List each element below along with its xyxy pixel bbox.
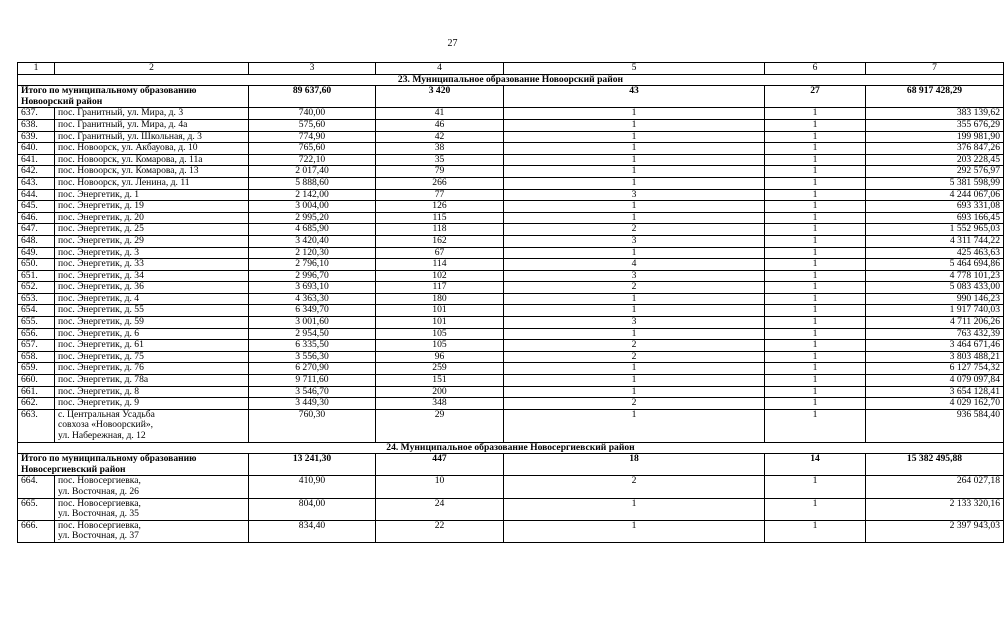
row-address: пос. Энергетик, д. 20	[55, 212, 249, 224]
row-area: 3 004,00	[249, 201, 376, 213]
row-number: 655.	[18, 317, 55, 329]
total-col5: 43	[504, 86, 765, 108]
row-people: 266	[376, 177, 504, 189]
address-line-1: пос. Новосергиевка,	[58, 497, 141, 509]
row-col6: 1	[765, 386, 866, 398]
row-col6: 1	[765, 498, 866, 520]
row-cost: 990 146,23	[866, 293, 1004, 305]
row-cost: 355 676,29	[866, 119, 1004, 131]
row-number: 657.	[18, 340, 55, 352]
row-col5: 1	[504, 154, 765, 166]
row-number: 666.	[18, 520, 55, 542]
row-col5: 1	[504, 177, 765, 189]
table-row	[18, 498, 1004, 520]
address-line-1: пос. Новосергиевка,	[58, 475, 141, 487]
row-col6: 1	[765, 131, 866, 143]
row-address: пос. Энергетик, д. 78а	[55, 375, 249, 387]
row-cost: 5 381 598,99	[866, 177, 1004, 189]
row-cost: 763 432,39	[866, 328, 1004, 340]
table-row	[18, 375, 1004, 387]
address-line-1: пос. Новосергиевка,	[58, 519, 141, 531]
row-number: 644.	[18, 189, 55, 201]
row-col6: 1	[765, 328, 866, 340]
table-row	[18, 189, 1004, 201]
row-area: 6 335,50	[249, 340, 376, 352]
row-address: пос. Энергетик, д. 9	[55, 398, 249, 410]
table-row	[18, 224, 1004, 236]
address-line-3: ул. Набережная, д. 12	[58, 430, 146, 441]
address-line-2: ул. Восточная, д. 37	[58, 530, 139, 542]
row-number: 661.	[18, 386, 55, 398]
table-row	[18, 166, 1004, 178]
row-col6: 1	[765, 235, 866, 247]
row-people: 200	[376, 386, 504, 398]
row-people: 115	[376, 212, 504, 224]
table-row	[18, 108, 1004, 120]
row-area: 2 996,70	[249, 270, 376, 282]
section-24-title: 24. Муниципальное образование Новосергиевский район	[18, 442, 1004, 454]
column-header-1: 1	[18, 63, 55, 75]
row-people: 126	[376, 201, 504, 213]
row-col5: 1	[504, 409, 765, 442]
total-people: 3 420	[376, 86, 504, 108]
row-col6: 1	[765, 398, 866, 410]
table-row	[18, 520, 1004, 542]
total-area: 89 637,60	[249, 86, 376, 108]
row-col5: 1	[504, 119, 765, 131]
row-people: 96	[376, 351, 504, 363]
row-col5: 1	[504, 212, 765, 224]
row-area: 774,90	[249, 131, 376, 143]
address-line-1: с. Центральная Усадьба	[58, 408, 155, 420]
row-area: 740,00	[249, 108, 376, 120]
row-number: 660.	[18, 375, 55, 387]
table-row	[18, 351, 1004, 363]
row-number: 662.	[18, 398, 55, 410]
row-col6: 1	[765, 259, 866, 271]
total-col5: 18	[504, 454, 765, 476]
row-col6: 1	[765, 143, 866, 155]
row-number: 665.	[18, 498, 55, 520]
table-row	[18, 328, 1004, 340]
row-col5: 1	[504, 498, 765, 520]
row-address: пос. Энергетик, д. 4	[55, 293, 249, 305]
row-area: 3 001,60	[249, 317, 376, 329]
row-address: пос. Энергетик, д. 1	[55, 189, 249, 201]
row-number: 656.	[18, 328, 55, 340]
row-number: 654.	[18, 305, 55, 317]
row-col5: 2	[504, 224, 765, 236]
row-number: 642.	[18, 166, 55, 178]
row-people: 67	[376, 247, 504, 259]
row-area: 2 995,20	[249, 212, 376, 224]
row-number: 659.	[18, 363, 55, 375]
row-address: пос. Гранитный, ул. Школьная, д. 3	[55, 131, 249, 143]
row-area: 3 420,40	[249, 235, 376, 247]
row-col6: 1	[765, 282, 866, 294]
row-address: пос. Энергетик, д. 25	[55, 224, 249, 236]
table-row	[18, 212, 1004, 224]
row-col6: 1	[765, 317, 866, 329]
row-people: 348	[376, 398, 504, 410]
row-address	[55, 498, 249, 520]
total-label-line-2: Новоорский район	[21, 95, 103, 107]
row-number: 645.	[18, 201, 55, 213]
row-area: 9 711,60	[249, 375, 376, 387]
row-number: 650.	[18, 259, 55, 271]
register-table-body	[18, 63, 1004, 543]
row-area: 3 546,70	[249, 386, 376, 398]
row-cost: 425 463,63	[866, 247, 1004, 259]
row-address: пос. Новоорск, ул. Ленина, д. 11	[55, 177, 249, 189]
row-number: 641.	[18, 154, 55, 166]
row-people: 10	[376, 476, 504, 498]
row-cost: 1 917 740,03	[866, 305, 1004, 317]
table-row	[18, 154, 1004, 166]
row-people: 151	[376, 375, 504, 387]
row-people: 29	[376, 409, 504, 442]
row-cost: 4 778 101,23	[866, 270, 1004, 282]
row-number: 639.	[18, 131, 55, 143]
row-number: 646.	[18, 212, 55, 224]
total-label-line-1: Итого по муниципальному образованию	[21, 453, 197, 465]
row-people: 42	[376, 131, 504, 143]
row-col6: 1	[765, 520, 866, 542]
row-address: пос. Энергетик, д. 19	[55, 201, 249, 213]
row-cost: 264 027,18	[866, 476, 1004, 498]
row-people: 114	[376, 259, 504, 271]
row-address: пос. Энергетик, д. 61	[55, 340, 249, 352]
row-col6: 1	[765, 363, 866, 375]
row-address: пос. Энергетик, д. 75	[55, 351, 249, 363]
row-area: 3 693,10	[249, 282, 376, 294]
row-number: 663.	[18, 409, 55, 442]
row-area: 410,90	[249, 476, 376, 498]
table-row	[18, 259, 1004, 271]
row-col6: 1	[765, 375, 866, 387]
row-address	[55, 476, 249, 498]
row-address: пос. Энергетик, д. 33	[55, 259, 249, 271]
row-cost: 3 654 128,41	[866, 386, 1004, 398]
total-people: 447	[376, 454, 504, 476]
table-row	[18, 386, 1004, 398]
total-cost: 68 917 428,29	[866, 86, 1004, 108]
row-cost: 4 244 067,06	[866, 189, 1004, 201]
row-col5: 1	[504, 305, 765, 317]
row-people: 259	[376, 363, 504, 375]
table-row	[18, 398, 1004, 410]
row-number: 643.	[18, 177, 55, 189]
row-cost: 4 029 162,70	[866, 398, 1004, 410]
table-row	[18, 340, 1004, 352]
row-col6: 1	[765, 189, 866, 201]
table-row	[18, 143, 1004, 155]
section-24-total-label	[18, 454, 249, 476]
row-people: 180	[376, 293, 504, 305]
row-col6: 1	[765, 270, 866, 282]
row-col5: 1	[504, 131, 765, 143]
row-address: пос. Гранитный, ул. Мира, д. 4а	[55, 119, 249, 131]
column-header-6: 6	[765, 63, 866, 75]
row-people: 102	[376, 270, 504, 282]
row-cost: 383 139,62	[866, 108, 1004, 120]
row-col6: 1	[765, 177, 866, 189]
row-address: пос. Энергетик, д. 59	[55, 317, 249, 329]
table-row	[18, 131, 1004, 143]
row-address: пос. Новоорск, ул. Акбауова, д. 10	[55, 143, 249, 155]
row-col5: 1	[504, 386, 765, 398]
row-cost: 936 584,40	[866, 409, 1004, 442]
row-col6: 1	[765, 166, 866, 178]
row-people: 35	[376, 154, 504, 166]
row-people: 46	[376, 119, 504, 131]
row-address: пос. Энергетик, д. 8	[55, 386, 249, 398]
row-col5: 4	[504, 259, 765, 271]
row-cost: 6 127 754,32	[866, 363, 1004, 375]
row-area: 4 685,90	[249, 224, 376, 236]
row-col6: 1	[765, 351, 866, 363]
row-col6: 1	[765, 409, 866, 442]
row-area: 5 888,60	[249, 177, 376, 189]
table-row	[18, 235, 1004, 247]
row-col6: 1	[765, 212, 866, 224]
row-people: 22	[376, 520, 504, 542]
row-col5: 1	[504, 375, 765, 387]
row-area: 3 449,30	[249, 398, 376, 410]
address-line-2: ул. Восточная, д. 26	[58, 485, 139, 497]
row-area: 2 954,50	[249, 328, 376, 340]
row-cost: 199 981,90	[866, 131, 1004, 143]
row-col6: 1	[765, 305, 866, 317]
row-address: пос. Энергетик, д. 34	[55, 270, 249, 282]
row-address: пос. Энергетик, д. 6	[55, 328, 249, 340]
row-col5: 1	[504, 363, 765, 375]
row-cost: 2 133 320,16	[866, 498, 1004, 520]
column-header-3: 3	[249, 63, 376, 75]
row-people: 118	[376, 224, 504, 236]
row-cost: 3 464 671,46	[866, 340, 1004, 352]
row-area: 834,40	[249, 520, 376, 542]
row-cost: 1 552 965,03	[866, 224, 1004, 236]
row-address	[55, 520, 249, 542]
row-people: 117	[376, 282, 504, 294]
row-address: пос. Энергетик, д. 36	[55, 282, 249, 294]
row-number: 652.	[18, 282, 55, 294]
table-row	[18, 201, 1004, 213]
section-23-heading-row	[18, 74, 1004, 86]
row-address	[55, 409, 249, 442]
row-cost: 693 166,45	[866, 212, 1004, 224]
table-row	[18, 270, 1004, 282]
row-area: 2 796,10	[249, 259, 376, 271]
row-people: 41	[376, 108, 504, 120]
row-area: 2 120,30	[249, 247, 376, 259]
table-row	[18, 409, 1004, 442]
column-header-2: 2	[55, 63, 249, 75]
row-people: 79	[376, 166, 504, 178]
table-row	[18, 363, 1004, 375]
total-area: 13 241,30	[249, 454, 376, 476]
row-number: 648.	[18, 235, 55, 247]
column-header-7: 7	[866, 63, 1004, 75]
row-area: 760,30	[249, 409, 376, 442]
row-area: 4 363,30	[249, 293, 376, 305]
row-number: 658.	[18, 351, 55, 363]
row-col6: 1	[765, 108, 866, 120]
row-address: пос. Гранитный, ул. Мира, д. 3	[55, 108, 249, 120]
row-cost: 693 331,08	[866, 201, 1004, 213]
register-table	[17, 62, 1004, 543]
row-col5: 1	[504, 201, 765, 213]
row-people: 105	[376, 340, 504, 352]
row-cost: 3 803 488,21	[866, 351, 1004, 363]
row-cost: 4 711 206,26	[866, 317, 1004, 329]
row-col5: 3	[504, 189, 765, 201]
column-header-4: 4	[376, 63, 504, 75]
row-col6: 1	[765, 247, 866, 259]
row-address: пос. Новоорск, ул. Комарова, д. 11а	[55, 154, 249, 166]
row-col5: 2	[504, 476, 765, 498]
page-number: 27	[447, 38, 458, 49]
total-label-line-2: Новосергиевский район	[21, 463, 126, 475]
row-number: 664.	[18, 476, 55, 498]
row-col6: 1	[765, 201, 866, 213]
table-row	[18, 247, 1004, 259]
total-col6: 14	[765, 454, 866, 476]
row-area: 765,60	[249, 143, 376, 155]
table-row	[18, 476, 1004, 498]
row-people: 24	[376, 498, 504, 520]
row-people: 101	[376, 305, 504, 317]
row-address: пос. Энергетик, д. 55	[55, 305, 249, 317]
row-number: 637.	[18, 108, 55, 120]
row-address: пос. Энергетик, д. 76	[55, 363, 249, 375]
row-area: 6 270,90	[249, 363, 376, 375]
row-number: 649.	[18, 247, 55, 259]
row-number: 653.	[18, 293, 55, 305]
total-col6: 27	[765, 86, 866, 108]
row-col6: 1	[765, 476, 866, 498]
row-number: 640.	[18, 143, 55, 155]
row-number: 638.	[18, 119, 55, 131]
row-people: 162	[376, 235, 504, 247]
row-cost: 5 083 433,00	[866, 282, 1004, 294]
section-23-title: 23. Муниципальное образование Новоорский район	[18, 74, 1004, 86]
row-col5: 1	[504, 166, 765, 178]
column-header-5: 5	[504, 63, 765, 75]
row-cost: 5 464 694,86	[866, 259, 1004, 271]
table-row	[18, 282, 1004, 294]
row-area: 804,00	[249, 498, 376, 520]
row-people: 101	[376, 317, 504, 329]
row-cost: 203 228,45	[866, 154, 1004, 166]
column-number-row	[18, 63, 1004, 75]
table-row	[18, 305, 1004, 317]
row-col5: 1	[504, 520, 765, 542]
row-area: 2 142,00	[249, 189, 376, 201]
row-people: 77	[376, 189, 504, 201]
row-number: 651.	[18, 270, 55, 282]
row-col6: 1	[765, 154, 866, 166]
row-col6: 1	[765, 224, 866, 236]
row-col5: 2	[504, 351, 765, 363]
row-col6: 1	[765, 119, 866, 131]
section-23-total-label	[18, 86, 249, 108]
section-23-total-row	[18, 86, 1004, 108]
row-area: 575,60	[249, 119, 376, 131]
row-address: пос. Энергетик, д. 29	[55, 235, 249, 247]
row-col5: 1	[504, 143, 765, 155]
row-col5: 1	[504, 328, 765, 340]
row-col6: 1	[765, 340, 866, 352]
row-col5: 2	[504, 282, 765, 294]
row-address: пос. Новоорск, ул. Комарова, д. 13	[55, 166, 249, 178]
row-area: 2 017,40	[249, 166, 376, 178]
row-col6: 1	[765, 293, 866, 305]
row-number: 647.	[18, 224, 55, 236]
row-people: 38	[376, 143, 504, 155]
address-line-2: совхоза «Новоорский»,	[58, 419, 154, 431]
section-24-total-row	[18, 454, 1004, 476]
row-col5: 2	[504, 398, 765, 410]
row-cost: 4 079 097,84	[866, 375, 1004, 387]
row-col5: 3	[504, 270, 765, 282]
total-cost: 15 382 495,88	[866, 454, 1004, 476]
row-col5: 3	[504, 317, 765, 329]
total-label-line-1: Итого по муниципальному образованию	[21, 85, 197, 97]
row-area: 6 349,70	[249, 305, 376, 317]
row-area: 3 556,30	[249, 351, 376, 363]
table-row	[18, 119, 1004, 131]
table-row	[18, 317, 1004, 329]
row-people: 105	[376, 328, 504, 340]
section-24-heading-row	[18, 442, 1004, 454]
address-line-2: ул. Восточная, д. 35	[58, 508, 139, 520]
row-col5: 1	[504, 293, 765, 305]
row-col5: 3	[504, 235, 765, 247]
row-col5: 1	[504, 108, 765, 120]
table-row	[18, 177, 1004, 189]
row-cost: 4 311 744,22	[866, 235, 1004, 247]
table-row	[18, 293, 1004, 305]
row-cost: 376 847,26	[866, 143, 1004, 155]
row-cost: 2 397 943,03	[866, 520, 1004, 542]
row-area: 722,10	[249, 154, 376, 166]
row-cost: 292 576,97	[866, 166, 1004, 178]
row-col5: 1	[504, 247, 765, 259]
row-col5: 2	[504, 340, 765, 352]
row-address: пос. Энергетик, д. 3	[55, 247, 249, 259]
